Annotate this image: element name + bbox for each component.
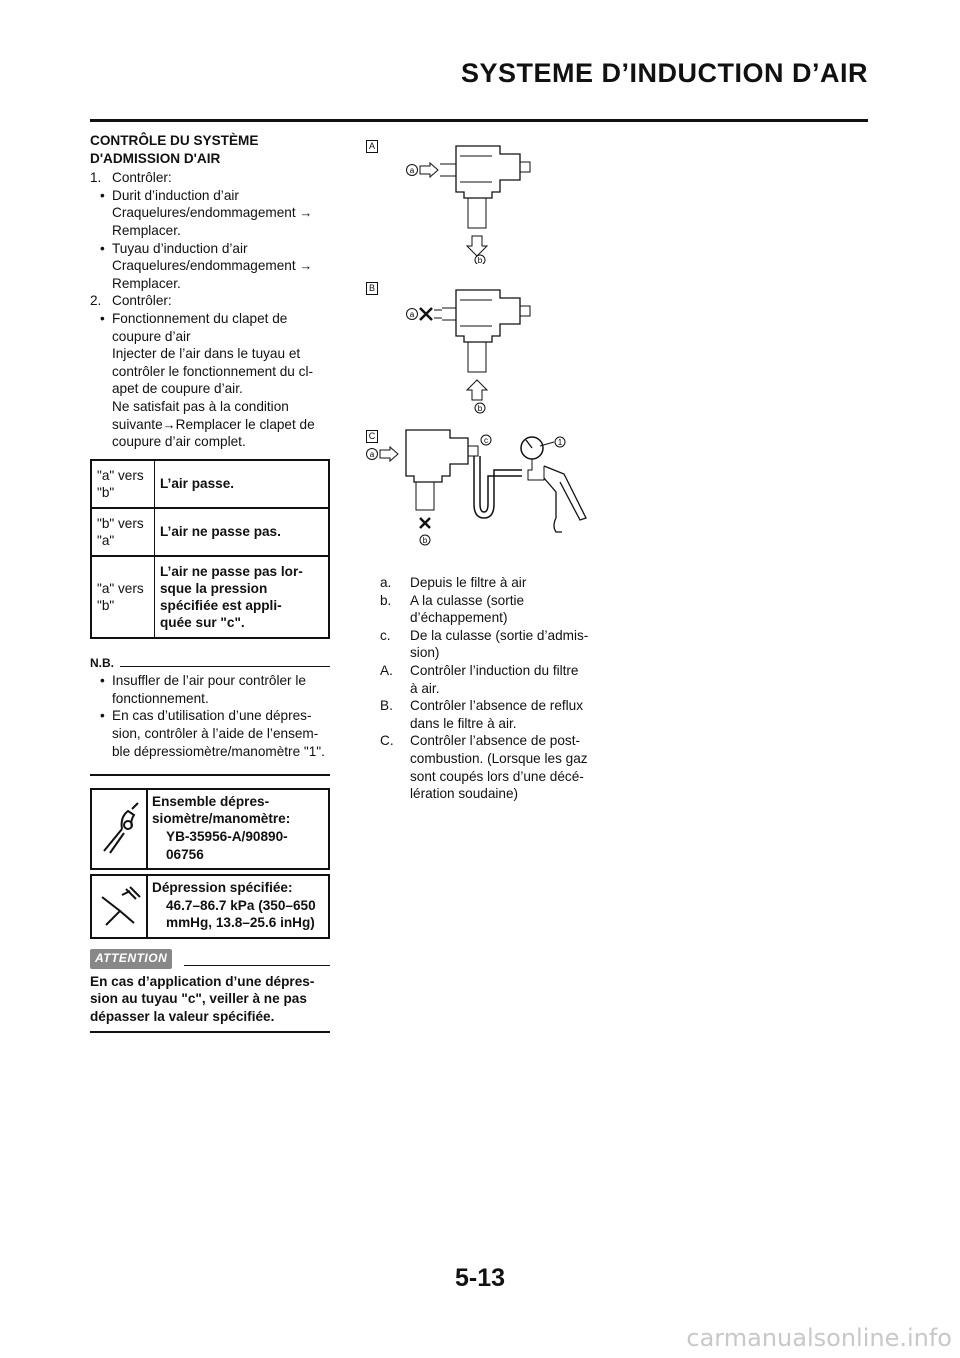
diagram-c (360, 422, 660, 562)
port-label-b: b (477, 404, 483, 413)
condition-table (90, 459, 330, 639)
diagram-b (360, 274, 660, 414)
table-row: "a" vers "b" L’air ne passe pas lor- sque la pression spécifiée est appli- quée sur "c". (91, 556, 329, 638)
attention-badge: ATTENTION (90, 949, 172, 969)
table-row: "b" vers "a" L’air ne passe pas. (91, 508, 329, 556)
list-item: a. Depuis le filtre à air (380, 575, 527, 590)
diagram-label-c: C (366, 430, 378, 443)
specification-wrench-icon (92, 876, 148, 937)
tool-spec-box: Ensemble dépres- siomètre/manomètre: YB-35956-A/90890- 06756 (90, 788, 330, 870)
special-tool-icon (92, 790, 148, 868)
list-item: b. A la culasse (sortie d’échappement) (380, 592, 525, 626)
diagram-a (360, 132, 660, 264)
nb-note: N.B. • Insuffler de l’air pour contrôler le fonctionnement. • En cas d’utilisation d’une dépres- sion, contrôler à l’aide de l’ensem- ble dépressiomètre/manomètre "1". (90, 655, 330, 776)
step-1: 1. Contrôler: (90, 170, 172, 186)
diagram-label-a: A (366, 140, 378, 153)
attention-box: ATTENTION En cas d’application d’une dépres- sion au tuyau "c", veiller à ne pas dépasser la valeur spécifiée. (90, 949, 330, 1033)
list-item: c. De la culasse (sortie d’admis- sion) (380, 627, 589, 661)
section-title: CONTRÔLE DU SYSTÈME D'ADMISSION D'AIR (90, 133, 259, 166)
list-item: • Insuffler de l’air pour contrôler le fonctionnement. (100, 673, 306, 706)
port-label-b: b (477, 256, 483, 264)
list-item: B. Contrôler l’absence de reflux dans le filtre à air. (380, 698, 584, 731)
page-header-title: SYSTEME D’INDUCTION D’AIR (460, 58, 868, 88)
port-label-a: a (369, 450, 375, 459)
port-label-a: a (409, 310, 415, 319)
left-column (90, 132, 330, 1033)
list-item: A. Contrôler l’induction du filtre à air. (380, 662, 579, 696)
vacuum-spec-box: Dépression spécifiée: 46.7–86.7 kPa (350–650 mmHg, 13.8–25.6 inHg) (90, 874, 330, 939)
port-label-c: c (484, 436, 488, 445)
air-cut-valve-diagram-a (360, 132, 660, 264)
watermark: carmanualsonline.info (686, 1324, 952, 1352)
diagram-legend (360, 574, 660, 803)
arrow-icon: → (162, 416, 176, 432)
right-column (360, 132, 660, 803)
list-item: C. Contrôler l’absence de post- combustion. (Lorsque les gaz sont coupés lors d’une décé- lération soudaine) (380, 733, 588, 802)
port-label-b: b (422, 536, 428, 545)
step-1-item-2: • Tuyau d’induction d’air Craquelures/endommagement → Remplacer. (100, 240, 313, 291)
list-item: • En cas d’utilisation d’une dépres- sion, contrôler à l’aide de l’ensem- ble dépressiomètre/manomètre "1". (100, 708, 325, 759)
header-rule (90, 119, 868, 122)
part-label-1: 1 (557, 438, 563, 447)
step-1-item-1: • Durit d’induction d’air Craquelures/endommagement → Remplacer. (100, 187, 313, 238)
air-cut-valve-diagram-b (360, 274, 660, 414)
vacuum-test-diagram-c (360, 422, 660, 562)
page-number: 5-13 (454, 1264, 506, 1292)
arrow-icon: → (299, 205, 313, 221)
arrow-icon: → (299, 258, 313, 274)
port-label-a: a (409, 166, 415, 175)
diagram-label-b: B (366, 282, 378, 295)
step-2-item-1: • Fonctionnement du clapet de coupure d’air Injecter de l’air dans le tuyau et contrôler le fonctionnement du cl- apet de coupure d’air. Ne satisfait pas à la condition suivante→Remplacer le clapet de coupure d’air complet. (100, 310, 315, 450)
table-row: "a" vers "b" L’air passe. (91, 460, 329, 508)
step-2: 2. Contrôler: (90, 293, 172, 309)
